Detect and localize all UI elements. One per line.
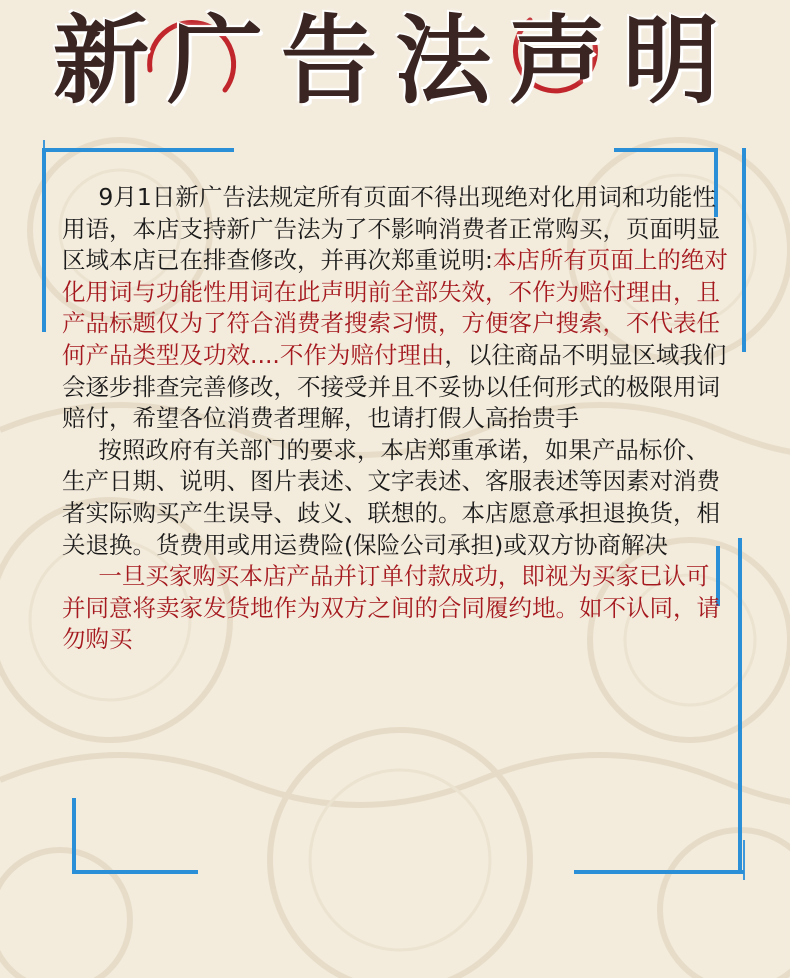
paragraph-1-intro: 9月1日新广告法规定所有页面不得出现绝对化用词和功能性用语，本店支持新广告法为了不影响消费者正常购买，页面明显区域本店已在排查修改，并再次郑重说明:: [62, 183, 720, 275]
announcement-body: [62, 182, 732, 656]
paragraph-1-outro: ，以往商品不明显区域我们会逐步排查完善修改，不接受并且不妥协以任何形式的极限用词赔付，希望各位消费者理解，也请打假人高抬贵手: [62, 340, 727, 433]
paragraph-1-highlight: 本店所有页面上的绝对化用词与功能性用词在此声明前全部失效，不作为赔付理由，且产品标题仅为了符合消费者搜索习惯，方便客户搜索，不代表任何产品类型及功效....不作为赔付理由: [62, 246, 728, 369]
paragraph-2: 按照政府有关部门的要求，本店郑重承诺，如果产品标价、生产日期、说明、图片表述、文字表述、客服表述等因素对消费者实际购买产生误导、歧义、联想的。本店愿意承担退换货，相关退换。货费用或用运费险(保险公司承担)或双方协商解决: [62, 435, 720, 559]
page-title: 新广告法声明: [53, 4, 737, 117]
paragraph-3: 一旦买家购买本店产品并订单付款成功，即视为买家已认可并同意将卖家发货地作为双方之间的合同履约地。如不认同，请勿购买: [62, 562, 720, 654]
paragraph-1: [62, 182, 732, 435]
